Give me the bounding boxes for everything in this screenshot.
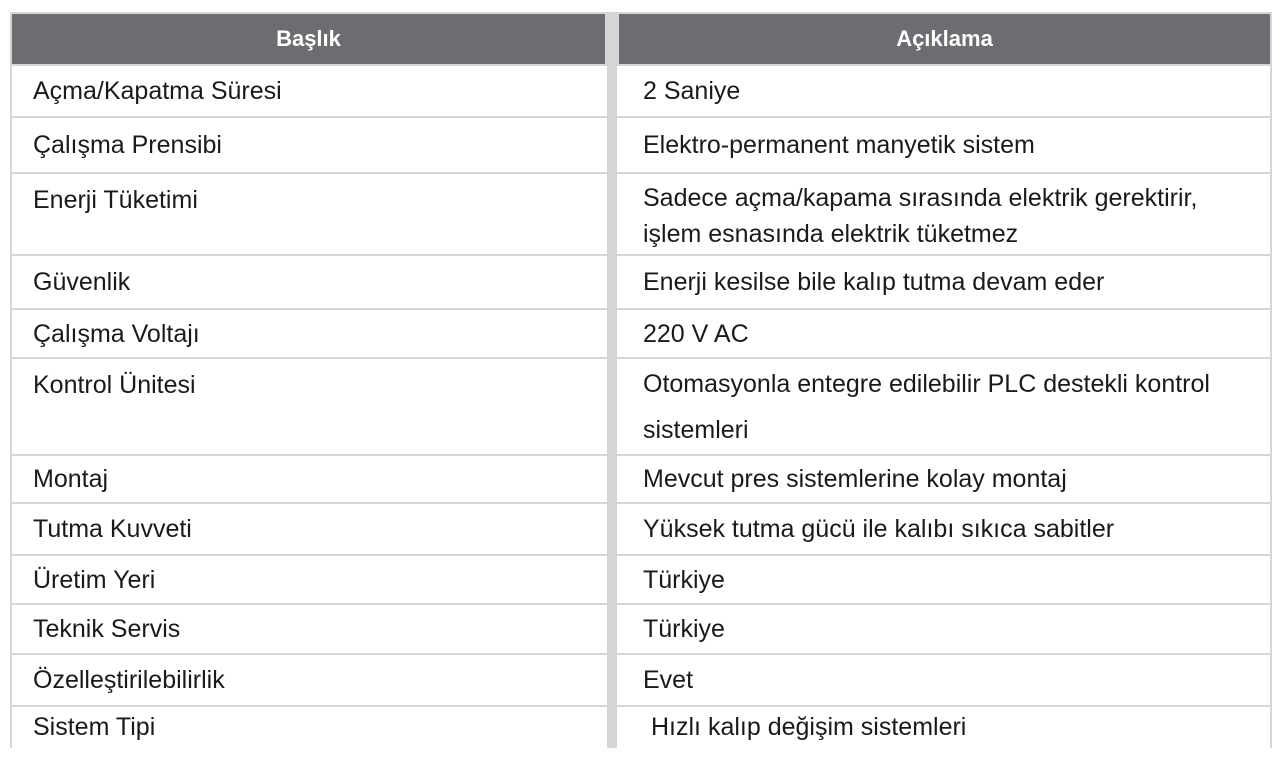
row-title: Özelleştirilebilirlik [12, 655, 607, 705]
row-title: Güvenlik [12, 256, 607, 308]
row-desc: Sadece açma/kapama sırasında elektrik gerektirir, işlem esnasında elektrik tüketmez [617, 174, 1270, 254]
row-desc: Türkiye [617, 556, 1270, 603]
row-title: Üretim Yeri [12, 556, 607, 603]
row-title: Çalışma Prensibi [12, 118, 607, 172]
row-title: Teknik Servis [12, 605, 607, 653]
row-title: Tutma Kuvveti [12, 504, 607, 554]
row-title: Çalışma Voltajı [12, 310, 607, 357]
row-desc: Türkiye [617, 605, 1270, 653]
spec-table [10, 12, 1272, 748]
row-title: Açma/Kapatma Süresi [12, 66, 607, 116]
header-aciklama: Açıklama [619, 14, 1270, 64]
row-title: Montaj [12, 456, 607, 502]
row-title: Sistem Tipi [12, 707, 607, 764]
header-baslik: Başlık [12, 14, 605, 64]
row-desc: Elektro-permanent manyetik sistem [617, 118, 1270, 172]
row-desc: 2 Saniye [617, 66, 1270, 116]
row-desc: Otomasyonla entegre edilebilir PLC destekli kontrol sistemleri [617, 359, 1270, 454]
row-desc: Mevcut pres sistemlerine kolay montaj [617, 456, 1270, 502]
row-title: Kontrol Ünitesi [12, 359, 607, 454]
row-desc: Enerji kesilse bile kalıp tutma devam eder [617, 256, 1270, 308]
row-desc: 220 V AC [617, 310, 1270, 357]
row-desc: Yüksek tutma gücü ile kalıbı sıkıca sabitler [617, 504, 1270, 554]
row-desc: Evet [617, 655, 1270, 705]
row-title: Enerji Tüketimi [12, 174, 607, 254]
row-desc: Hızlı kalıp değişim sistemleri [617, 707, 1270, 764]
